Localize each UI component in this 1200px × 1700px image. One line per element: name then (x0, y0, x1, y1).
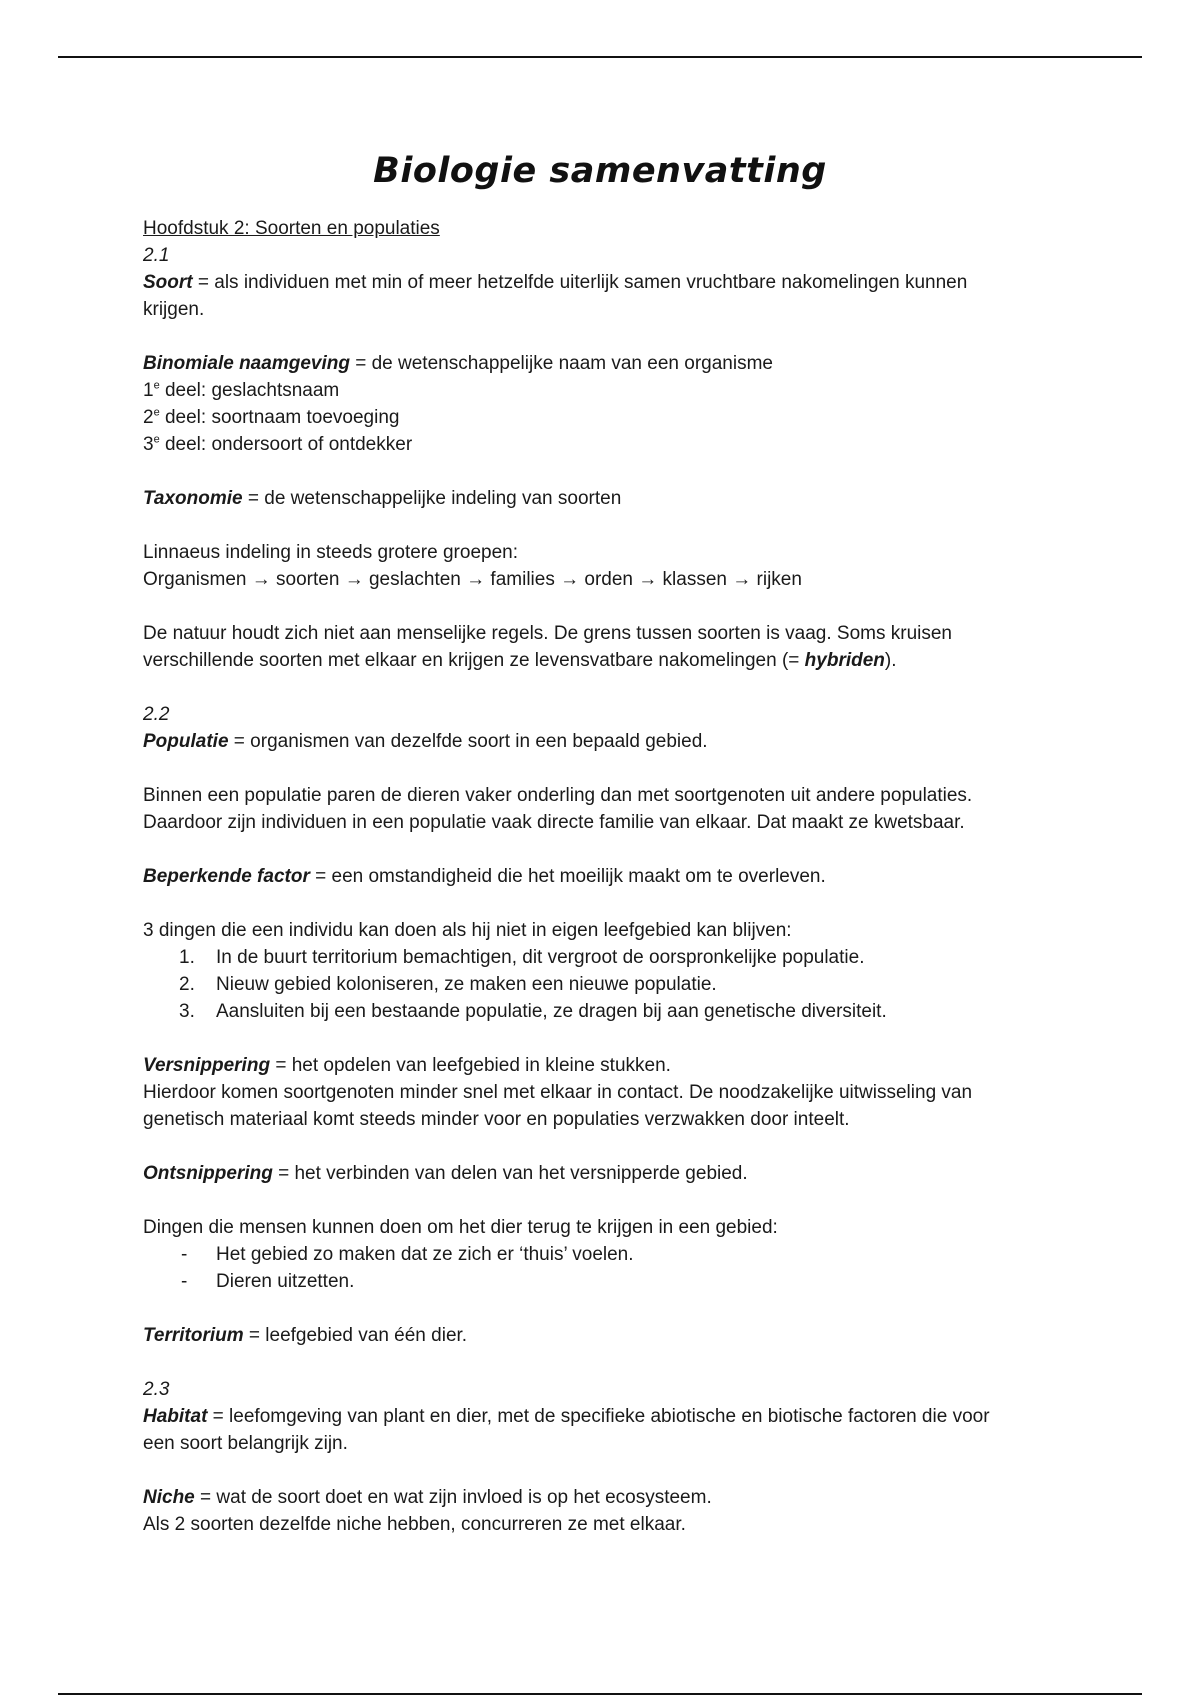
term: hybriden (804, 650, 885, 671)
paragraph-text: Dingen die mensen kunnen doen om het dier terug te krijgen in een gebied: (143, 1217, 778, 1238)
term: Versnippering (143, 1055, 271, 1076)
numbered-list (143, 944, 1073, 1025)
term: Beperkende factor (143, 866, 310, 887)
section-number: 2.1 (143, 245, 170, 266)
term: Niche (143, 1487, 195, 1508)
definition-text: = als individuen met min of meer hetzelfde uiterlijk samen vruchtbare nakomelingen kunnen (192, 272, 968, 293)
section-number: 2.3 (143, 1379, 170, 1400)
term: Habitat (143, 1406, 208, 1427)
section-number: 2.2 (143, 704, 170, 725)
list-item: - Het gebied zo maken dat ze zich er ‘thuis’ voelen. (181, 1244, 634, 1265)
definition-text: = de wetenschappelijke naam van een organisme (349, 353, 773, 374)
definition-text: = het opdelen van leefgebied in kleine stukken. (270, 1055, 671, 1076)
paragraph-text: Linnaeus indeling in steeds grotere groepen: (143, 542, 518, 563)
definition-ontsnippering (143, 1160, 1073, 1187)
definition-habitat (143, 1403, 1073, 1430)
definition-binomiale-naamgeving (143, 350, 1073, 377)
document-body (143, 215, 1073, 1538)
classification-chain: Organismen → soorten → geslachten → families → orden → klassen → rijken (143, 569, 802, 590)
definition-text: = wat de soort doet en wat zijn invloed is op het ecosysteem. (194, 1487, 712, 1508)
term: Soort (143, 272, 193, 293)
list-item: 3. Aansluiten bij een bestaande populatie, ze dragen bij aan genetische diversiteit. (179, 1001, 887, 1022)
list-item: 2. Nieuw gebied koloniseren, ze maken een nieuwe populatie. (179, 974, 717, 995)
definition-niche (143, 1484, 1073, 1511)
bottom-rule (58, 1693, 1142, 1695)
term: Populatie (143, 731, 229, 752)
top-rule (58, 56, 1142, 58)
definition-text: = het verbinden van delen van het versnipperde gebied. (272, 1163, 748, 1184)
definition-beperkende-factor (143, 863, 1073, 890)
definition-text: = de wetenschappelijke indeling van soorten (242, 488, 622, 509)
definition-text: = organismen van dezelfde soort in een bepaald gebied. (228, 731, 708, 752)
dash-list (143, 1241, 1073, 1295)
paragraph-text: Als 2 soorten dezelfde niche hebben, concurreren ze met elkaar. (143, 1514, 686, 1535)
chapter-heading: Hoofdstuk 2: Soorten en populaties (143, 218, 440, 239)
document-title: Biologie samenvatting (373, 151, 827, 191)
paragraph-text: Binnen een populatie paren de dieren vaker onderling dan met soortgenoten uit andere populaties. (143, 785, 973, 806)
definition-taxonomie (143, 485, 1073, 512)
definition-populatie (143, 728, 1073, 755)
paragraph-text: genetisch materiaal komt steeds minder voor en populaties verzwakken door inteelt. (143, 1109, 850, 1130)
definition-versnippering (143, 1052, 1073, 1079)
paragraph-text: De natuur houdt zich niet aan menselijke regels. De grens tussen soorten is vaag. Soms kruisen (143, 623, 952, 644)
term: Taxonomie (143, 488, 243, 509)
paragraph-text: 3 dingen die een individu kan doen als hij niet in eigen leefgebied kan blijven: (143, 920, 792, 941)
list-item: 1. In de buurt territorium bemachtigen, dit vergroot de oorspronkelijke populatie. (179, 947, 865, 968)
paragraph-text: verschillende soorten met elkaar en krijgen ze levensvatbare nakomelingen (= hybriden). (143, 650, 897, 671)
list-item: - Dieren uitzetten. (181, 1271, 355, 1292)
definition-text: = leefgebied van één dier. (243, 1325, 468, 1346)
definition-text: = leefomgeving van plant en dier, met de specifieke abiotische en biotische factoren die voor (207, 1406, 990, 1427)
term: Territorium (143, 1325, 244, 1346)
name-part: 2e deel: soortnaam toevoeging (143, 406, 400, 428)
definition-territorium (143, 1322, 1073, 1349)
name-part: 3e deel: ondersoort of ontdekker (143, 433, 413, 455)
definition-text: = een omstandigheid die het moeilijk maakt om te overleven. (309, 866, 826, 887)
term: Ontsnippering (143, 1163, 273, 1184)
paragraph-text: Daardoor zijn individuen in een populatie vaak directe familie van elkaar. Dat maakt ze kwetsbaar. (143, 812, 965, 833)
paragraph-text: Hierdoor komen soortgenoten minder snel met elkaar in contact. De noodzakelijke uitwisseling van (143, 1082, 973, 1103)
name-part: 1e deel: geslachtsnaam (143, 379, 340, 401)
definition-continuation: krijgen. (143, 299, 205, 320)
definition-soort (143, 269, 1073, 296)
definition-continuation: een soort belangrijk zijn. (143, 1433, 348, 1454)
term: Binomiale naamgeving (143, 353, 350, 374)
